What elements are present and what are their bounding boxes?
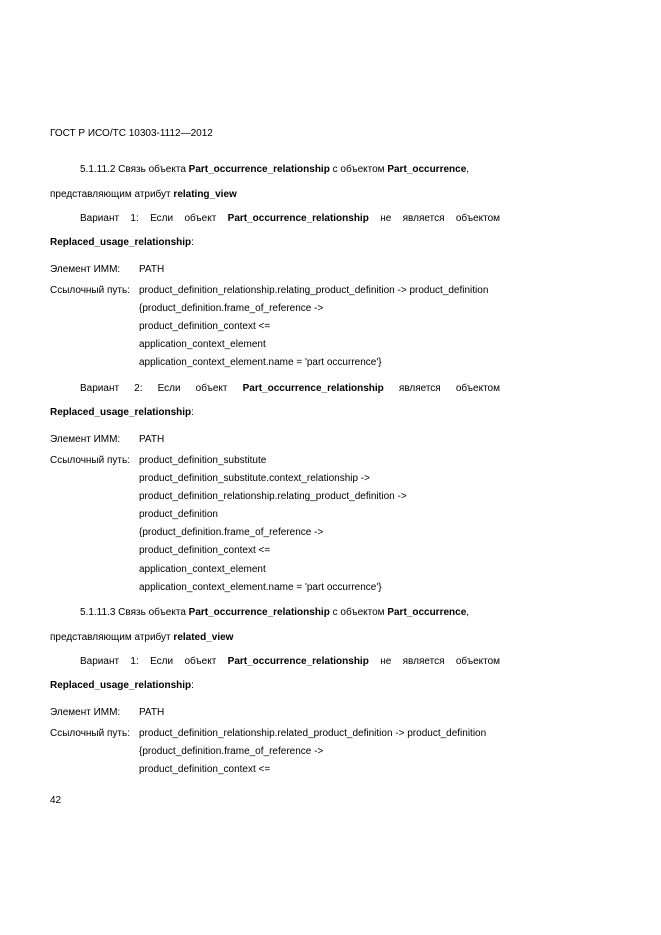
variant-2-line2: [50, 407, 194, 419]
page-header: ГОСТ Р ИСО/ТС 10303-1112—2012: [50, 128, 213, 139]
variant-1-line: [80, 213, 500, 225]
word: объект: [184, 213, 217, 224]
entity-name: Part_occurrence_relationship: [188, 607, 330, 618]
word: является: [402, 213, 445, 224]
path-line: {product_definition.frame_of_reference ->: [139, 746, 324, 757]
reference-path-label: Ссылочный путь:: [50, 455, 130, 466]
entity-name: Part_occurrence_relationship: [227, 213, 369, 224]
path-line: product_definition_context <=: [139, 764, 271, 775]
imm-value: PATH: [139, 264, 165, 275]
path-line: product_definition_context <=: [139, 545, 271, 556]
word: Если: [157, 383, 181, 394]
word: 1:: [130, 213, 139, 224]
variant-1-line2: [50, 237, 194, 249]
entity-name: Replaced_usage_relationship: [50, 680, 192, 691]
punct: :: [191, 680, 194, 691]
heading-text: с объектом: [329, 164, 388, 175]
imm-label: Элемент ИММ:: [50, 707, 121, 718]
path-line: {product_definition.frame_of_reference ->: [139, 303, 324, 314]
word: Вариант: [80, 383, 120, 394]
section-heading-line2: [50, 189, 237, 201]
heading-text: с объектом: [329, 607, 388, 618]
word: объектом: [455, 213, 501, 224]
path-line: application_context_element: [139, 339, 266, 350]
path-line: application_context_element.name = 'part occurrence'}: [139, 582, 382, 593]
reference-path-label: Ссылочный путь:: [50, 285, 130, 296]
heading-text: ,: [466, 164, 470, 175]
imm-value: PATH: [139, 434, 165, 445]
word: объект: [195, 383, 228, 394]
word: объект: [184, 656, 217, 667]
entity-name: Replaced_usage_relationship: [50, 237, 192, 248]
path-line: application_context_element: [139, 564, 266, 575]
word: Вариант: [80, 656, 120, 667]
word: объектом: [455, 383, 500, 394]
path-line: product_definition_relationship.related_product_definition -> product_definition: [139, 728, 487, 739]
variant-2-line: [80, 383, 500, 395]
path-line: application_context_element.name = 'part occurrence'}: [139, 357, 382, 368]
variant-3-line: [80, 656, 500, 668]
path-line: product_definition_substitute.context_relationship ->: [139, 473, 370, 484]
entity-name: Part_occurrence_relationship: [188, 164, 330, 175]
attribute-name: relating_view: [173, 189, 237, 200]
section-heading-line2: [50, 632, 233, 644]
punct: :: [191, 407, 194, 418]
path-line: product_definition_substitute: [139, 455, 267, 466]
heading-text: ,: [466, 607, 470, 618]
attribute-name: related_view: [173, 632, 234, 643]
imm-value: PATH: [139, 707, 165, 718]
path-line: product_definition_relationship.relating_product_definition -> product_definition: [139, 285, 489, 296]
path-line: product_definition_relationship.relating_product_definition ->: [139, 491, 407, 502]
page-number: 42: [50, 795, 62, 806]
variant-3-line2: [50, 680, 194, 692]
entity-name: Part_occurrence_relationship: [242, 383, 384, 394]
word: 1:: [130, 656, 139, 667]
reference-path-label: Ссылочный путь:: [50, 728, 130, 739]
path-line: product_definition: [139, 509, 218, 520]
imm-label: Элемент ИММ:: [50, 434, 121, 445]
entity-name: Replaced_usage_relationship: [50, 407, 192, 418]
word: не: [380, 213, 392, 224]
entity-name: Part_occurrence: [387, 607, 467, 618]
word: не: [380, 656, 392, 667]
word: объектом: [455, 656, 501, 667]
word: 2:: [134, 383, 143, 394]
word: Вариант: [80, 213, 120, 224]
word: является: [398, 383, 441, 394]
word: Если: [150, 656, 174, 667]
path-line: {product_definition.frame_of_reference ->: [139, 527, 324, 538]
word: является: [402, 656, 445, 667]
section-heading-5-1-11-3: [80, 607, 469, 619]
heading-text: 5.1.11.2 Связь объекта: [80, 164, 189, 175]
punct: :: [191, 237, 194, 248]
entity-name: Part_occurrence: [387, 164, 467, 175]
imm-label: Элемент ИММ:: [50, 264, 121, 275]
entity-name: Part_occurrence_relationship: [227, 656, 369, 667]
heading-text: представляющим атрибут: [50, 632, 174, 643]
heading-text: представляющим атрибут: [50, 189, 174, 200]
word: Если: [150, 213, 174, 224]
heading-text: 5.1.11.3 Связь объекта: [80, 607, 189, 618]
section-heading-5-1-11-2: [80, 164, 469, 176]
path-line: product_definition_context <=: [139, 321, 271, 332]
